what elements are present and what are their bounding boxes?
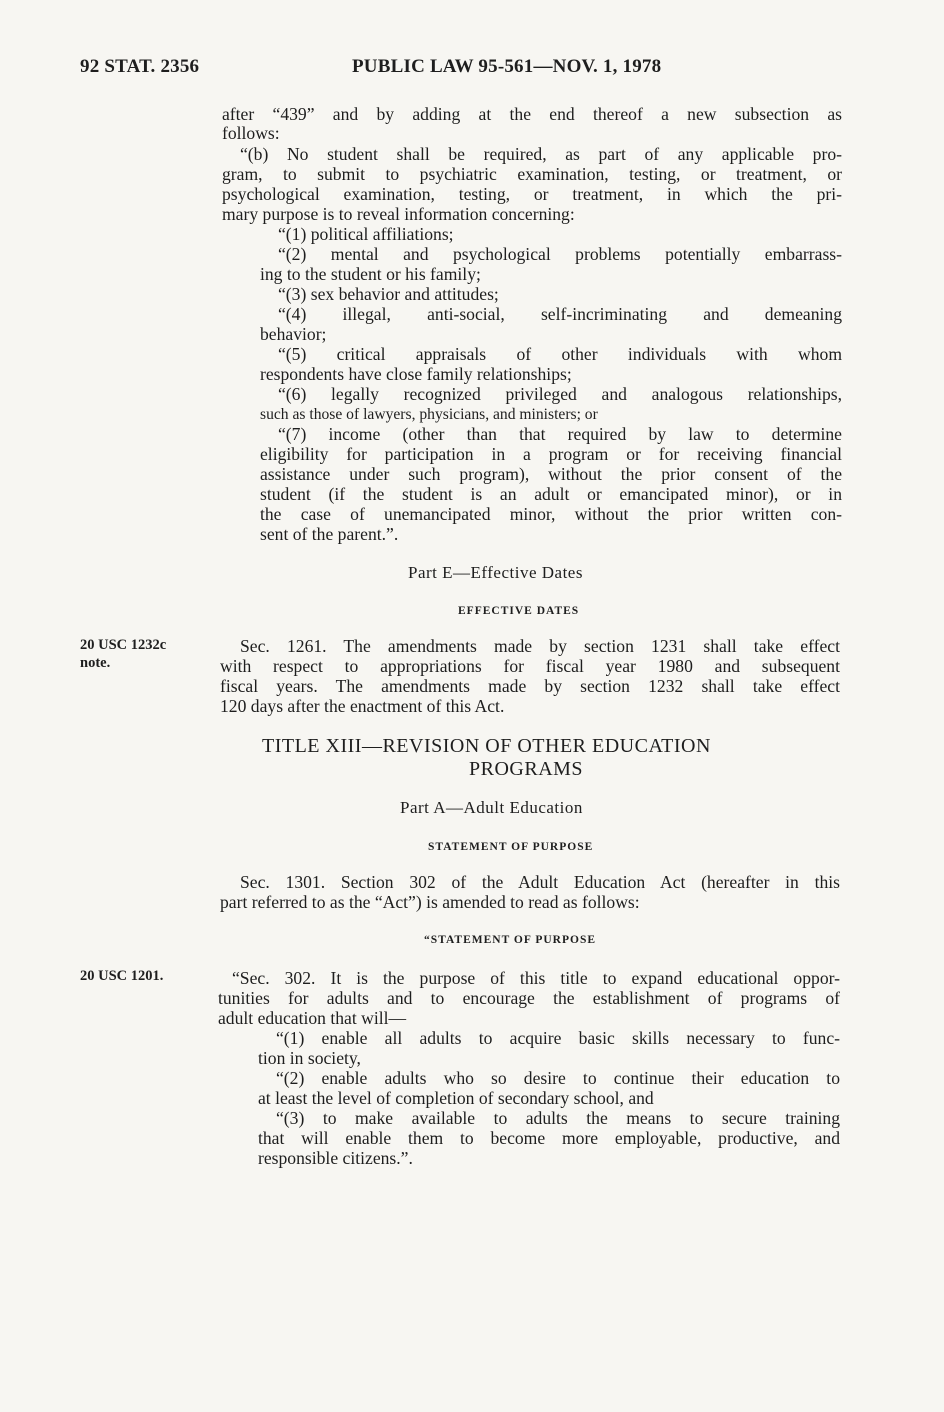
- list-item: that will enable them to become more employable, productive, and: [258, 1128, 840, 1148]
- statement-subheading-quoted: “STATEMENT OF PURPOSE: [424, 934, 597, 946]
- list-item: “(1) political affiliations;: [278, 224, 454, 244]
- effective-dates-subheading: EFFECTIVE DATES: [458, 605, 580, 617]
- list-item: such as those of lawyers, physicians, and ministers; or: [260, 406, 598, 423]
- text-line: fiscal years. The amendments made by section 1232 shall take effect: [220, 676, 840, 696]
- page-number: 92 STAT. 2356: [80, 56, 200, 77]
- list-item: assistance under such program), without the prior consent of the: [260, 464, 842, 484]
- part-e-heading: Part E—Effective Dates: [408, 563, 583, 582]
- text-line: after “439” and by adding at the end thereof a new subsection as: [222, 104, 842, 124]
- margin-note-1201: 20 USC 1201.: [80, 968, 164, 984]
- list-item: sent of the parent.”.: [260, 524, 399, 544]
- list-item: at least the level of completion of secondary school, and: [258, 1088, 654, 1108]
- list-item: “(7) income (other than that required by law to determine: [278, 424, 842, 444]
- text-line: Sec. 1301. Section 302 of the Adult Education Act (hereafter in this: [240, 872, 840, 892]
- statement-subheading: STATEMENT OF PURPOSE: [428, 841, 594, 853]
- part-a-heading: Part A—Adult Education: [400, 798, 583, 817]
- list-item: “(6) legally recognized privileged and analogous relationships,: [278, 384, 842, 404]
- text-line: follows:: [222, 123, 280, 143]
- list-item: behavior;: [260, 324, 327, 344]
- list-item: the case of unemancipated minor, without the prior written con-: [260, 504, 842, 524]
- text-line: adult education that will—: [218, 1008, 407, 1028]
- list-item: “(2) enable adults who so desire to continue their education to: [276, 1068, 840, 1088]
- list-item: respondents have close family relationships;: [260, 364, 572, 384]
- list-item: ing to the student or his family;: [260, 264, 481, 284]
- text-line: part referred to as the “Act”) is amended to read as follows:: [220, 892, 640, 912]
- text-line: with respect to appropriations for fiscal year 1980 and subsequent: [220, 656, 840, 676]
- text-line: “(b) No student shall be required, as part of any applicable pro-: [240, 144, 842, 164]
- text-line: gram, to submit to psychiatric examination, testing, or treatment, or: [222, 164, 842, 184]
- list-item: “(2) mental and psychological problems potentially embarrass-: [278, 244, 842, 264]
- list-item: tion in society,: [258, 1048, 361, 1068]
- list-item: “(4) illegal, anti-social, self-incriminating and demeaning: [278, 304, 842, 324]
- list-item: eligibility for participation in a program or for receiving financial: [260, 444, 842, 464]
- list-item: “(3) sex behavior and attitudes;: [278, 284, 499, 304]
- margin-note-1261: 20 USC 1232c: [80, 637, 167, 653]
- list-item: “(3) to make available to adults the means to secure training: [276, 1108, 840, 1128]
- law-title: PUBLIC LAW 95-561—NOV. 1, 1978: [352, 56, 662, 77]
- list-item: student (if the student is an adult or emancipated minor), or in: [260, 484, 842, 504]
- text-line: tunities for adults and to encourage the establishment of programs of: [218, 988, 840, 1008]
- list-item: “(5) critical appraisals of other individuals with whom: [278, 344, 842, 364]
- title-xiii-heading-line-2: PROGRAMS: [469, 758, 584, 780]
- margin-note-1261-note: note.: [80, 655, 111, 671]
- text-line: mary purpose is to reveal information concerning:: [222, 204, 575, 224]
- text-line: Sec. 1261. The amendments made by section 1231 shall take effect: [240, 636, 840, 656]
- text-line: 120 days after the enactment of this Act.: [220, 696, 505, 716]
- list-item: “(1) enable all adults to acquire basic skills necessary to func-: [276, 1028, 840, 1048]
- list-item: responsible citizens.”.: [258, 1148, 413, 1168]
- text-line: “Sec. 302. It is the purpose of this title to expand educational oppor-: [232, 968, 840, 988]
- title-xiii-heading: TITLE XIII—REVISION OF OTHER EDUCATION: [262, 735, 711, 757]
- text-line: psychological examination, testing, or treatment, in which the pri-: [222, 184, 842, 204]
